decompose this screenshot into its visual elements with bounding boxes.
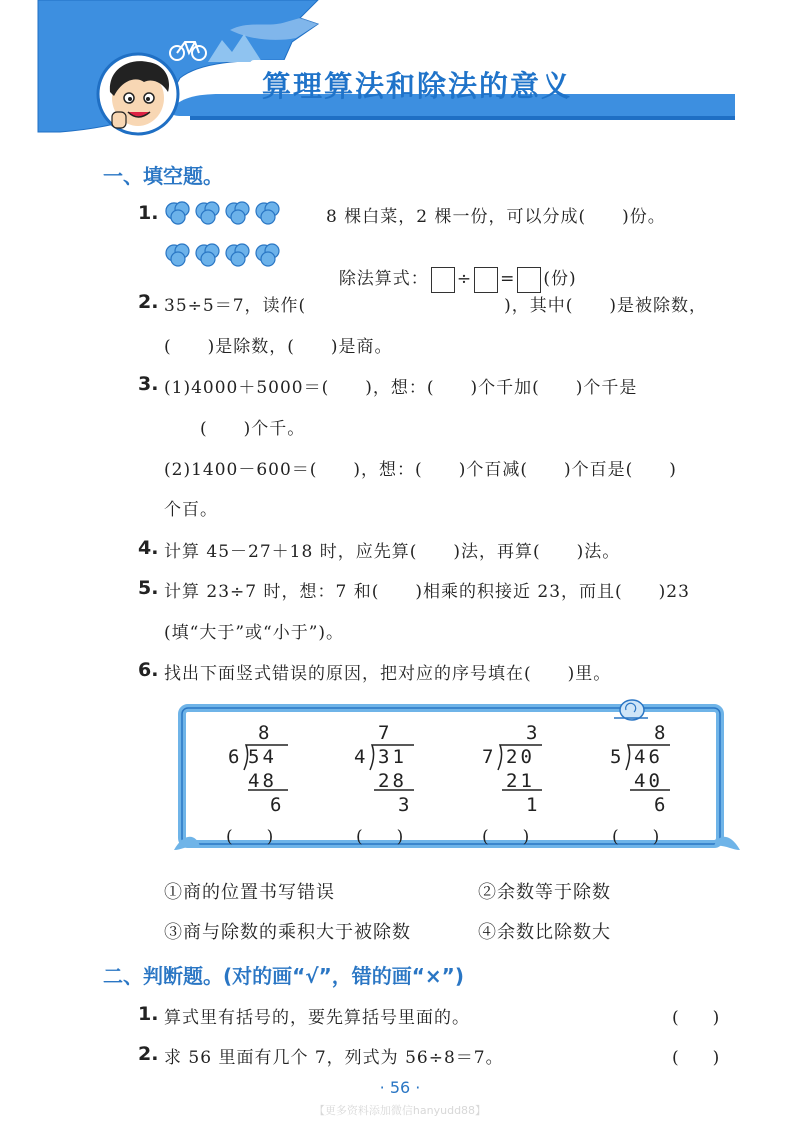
answer-paren[interactable]: ( ) [226,827,274,847]
cabbage-icons [162,197,286,271]
product: 28 [378,770,407,792]
question-number: 1. [138,202,159,224]
quotient: 7 [378,722,393,744]
remainder: 1 [526,794,541,816]
divisor: 5 [610,746,625,768]
question-number: 1. [138,1003,159,1025]
division-bracket [364,744,424,794]
q2-text: ( )是除数，( )是商。 [164,337,393,357]
q3-text: (2)1400－600＝( )，想：( )个百减( )个百是( ) [164,460,677,480]
answer-paren[interactable]: ( ) [612,827,660,847]
divide-sign: ÷ [456,269,473,289]
judge-statement: 求 56 里面有几个 7，列式为 56÷8＝7。 [164,1048,504,1068]
section-judge-label: 二、判断题。 [103,964,223,988]
judge-statement: 算式里有括号的，要先算括号里面的。 [164,1008,470,1028]
question-number: 2. [138,291,159,313]
watermark: 【更多资料添加微信hanyudd88】 [313,1104,487,1117]
remainder: 6 [270,794,285,816]
product: 21 [506,770,535,792]
product: 48 [248,770,277,792]
option-4: ④余数比除数大 [478,922,611,943]
quotient: 8 [258,722,273,744]
answer-box[interactable] [431,267,455,293]
option-3: ③商与除数的乘积大于被除数 [164,922,411,943]
section-fill-blank-title: 一、填空题。 [103,164,223,188]
judge-answer-paren[interactable]: ( ) [672,1008,720,1028]
equal-sign: = [500,269,516,289]
unit-label: (份) [543,269,577,289]
page-number: · 56 · [379,1078,421,1097]
page-title: 算理算法和除法的意义 [262,69,573,103]
q1-text: 8 棵白菜，2 棵一份，可以分成( )份。 [326,207,666,227]
boy-mascot-icon [92,52,184,136]
q6-text: 找出下面竖式错误的原因，把对应的序号填在( )里。 [164,664,612,684]
q3-text: ( )个千。 [200,419,306,439]
division-bracket [492,744,552,794]
formula-label: 除法算式： [338,269,429,289]
q4-text: 计算 45－27＋18 时，应先算( )法，再算( )法。 [164,542,621,562]
q3-text: (1)4000＋5000＝( )，想：( )个千加( )个千是 [164,378,638,398]
section-judge-title [103,960,464,989]
answer-paren[interactable]: ( ) [482,827,530,847]
q2-text: 35÷5＝7，读作( )，其中( )是被除数， [164,296,708,316]
answer-box[interactable] [517,267,541,293]
remainder: 6 [654,794,669,816]
q3-text: 个百。 [164,500,218,520]
divisor: 7 [482,746,497,768]
answer-paren[interactable]: ( ) [356,827,404,847]
question-number: 3. [138,373,159,395]
divisor: 6 [228,746,243,768]
option-1: ①商的位置书写错误 [164,882,335,903]
product: 40 [634,770,663,792]
dividend: 20 [506,746,535,768]
dividend: 46 [634,746,663,768]
option-2: ②余数等于除数 [478,882,611,903]
q5-text: (填“大于”或“小于”)。 [164,623,345,643]
judge-answer-paren[interactable]: ( ) [672,1048,720,1068]
divisor: 4 [354,746,369,768]
division-bracket [620,744,680,794]
section-judge-instruction: (对的画“√”，错的画“×”) [223,964,464,988]
quotient: 8 [654,722,669,744]
answer-box[interactable] [474,267,498,293]
dividend: 31 [378,746,407,768]
dividend: 54 [248,746,277,768]
question-number: 6. [138,659,159,681]
q1-formula [326,244,577,293]
q5-text: 计算 23÷7 时，想：7 和( )相乘的积接近 23，而且( )23 [164,582,690,602]
question-number: 5. [138,577,159,599]
quotient: 3 [526,722,541,744]
question-number: 4. [138,537,159,559]
remainder: 3 [398,794,413,816]
division-bracket [238,744,298,794]
question-number: 2. [138,1043,159,1065]
